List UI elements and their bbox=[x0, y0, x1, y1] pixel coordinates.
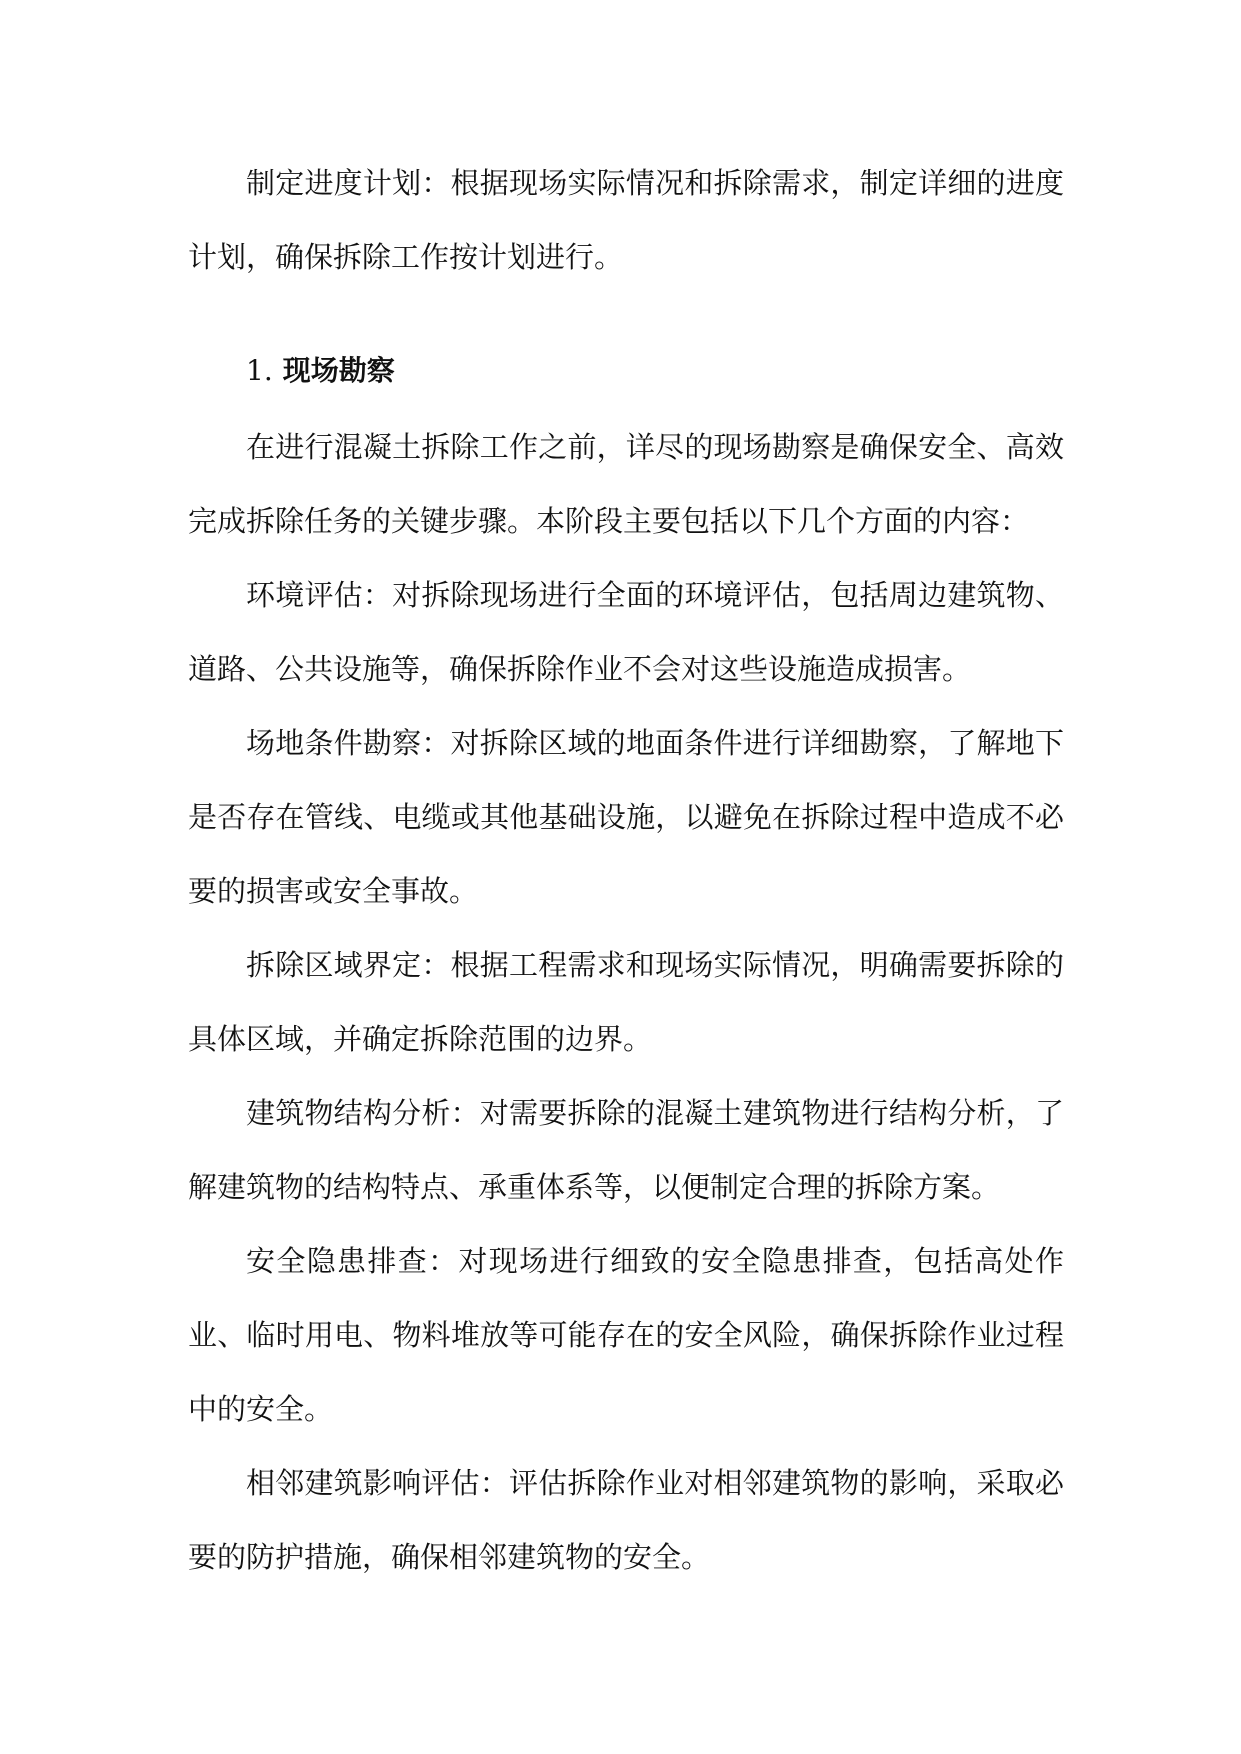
paragraph-demolition-area-definition: 拆除区域界定：根据工程需求和现场实际情况，明确需要拆除的具体区域，并确定拆除范围的边界。 bbox=[188, 948, 1064, 1056]
section-title: 现场勘察 bbox=[282, 354, 395, 387]
paragraph-adjacent-building-impact: 相邻建筑影响评估：评估拆除作业对相邻建筑物的影响，采取必要的防护措施，确保相邻建筑物的安全。 bbox=[188, 1466, 1064, 1574]
paragraph-site-condition-survey: 场地条件勘察：对拆除区域的地面条件进行详细勘察，了解地下是否存在管线、电缆或其他基础设施，以避免在拆除过程中造成不必要的损害或安全事故。 bbox=[188, 726, 1064, 908]
paragraph-overview: 在进行混凝土拆除工作之前，详尽的现场勘察是确保安全、高效完成拆除任务的关键步骤。本阶段主要包括以下几个方面的内容： bbox=[188, 430, 1064, 538]
paragraph-environment-assessment: 环境评估：对拆除现场进行全面的环境评估，包括周边建筑物、道路、公共设施等，确保拆除作业不会对这些设施造成损害。 bbox=[188, 578, 1064, 686]
section-number: 1. bbox=[246, 354, 273, 387]
paragraph-structure-analysis: 建筑物结构分析：对需要拆除的混凝土建筑物进行结构分析，了解建筑物的结构特点、承重体系等，以便制定合理的拆除方案。 bbox=[188, 1096, 1064, 1204]
intro-paragraph: 制定进度计划：根据现场实际情况和拆除需求，制定详细的进度计划，确保拆除工作按计划进行。 bbox=[188, 166, 1064, 274]
document-body bbox=[188, 146, 1064, 1594]
section-heading bbox=[188, 334, 1064, 408]
paragraph-safety-hazard-check: 安全隐患排查：对现场进行细致的安全隐患排查，包括高处作业、临时用电、物料堆放等可能存在的安全风险，确保拆除作业过程中的安全。 bbox=[188, 1244, 1064, 1426]
